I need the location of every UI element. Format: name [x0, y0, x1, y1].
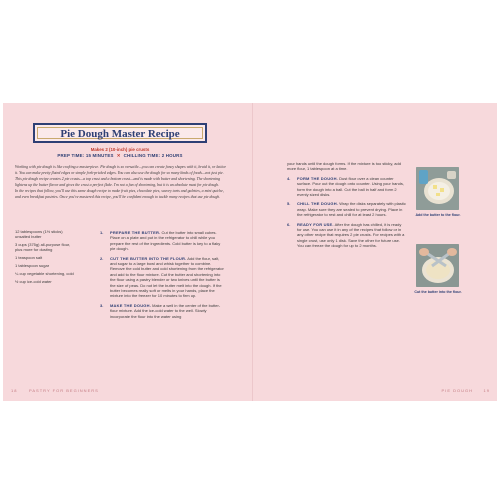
- photo-cutting-butter: [416, 244, 459, 287]
- ingredient-item: 1 teaspoon salt: [15, 255, 43, 261]
- step-text: Make a well in the center of the butter-flour mixture. Add the ice-cold water to the well. Slowly incorporate the flour into the water using: [110, 302, 221, 319]
- step-number: 6.: [287, 221, 291, 227]
- step-4: [287, 176, 407, 198]
- step-text: Wrap the disks separately with plastic wrap. Make sure they are sealed to prevent drying. Place in the refrigerator to rest and chill for at least 2 hours.: [297, 201, 406, 218]
- step-number: 3.: [100, 302, 104, 308]
- step-heading: MAKE THE DOUGH.: [110, 302, 151, 308]
- intro-paragraph: Working with pie dough is like crafting a masterpiece. Pie dough is so versatile—you can create fancy shapes with it, braid it, or lattice it. You can make pretty fluted edges or simple fork-pricked edges. You can also use the dough for so many kinds of foods—not just pie.: [15, 165, 227, 175]
- step-text: After the dough has chilled, it is ready for use. You can use it in any of the recipes that follow or in any other recipe that requires 2 pie crusts. For recipes with a single crust, use only 1 disk. Save the other for future use. You can freeze the dough for up to 2 months.: [297, 221, 405, 249]
- step-text: Dust flour over a clean counter surface. Pour out the dough onto counter. Using your hands, form the dough into a ball. Cut the ball in half and form 2 evenly sized disks.: [297, 175, 404, 198]
- step-text: Add the flour, salt, and sugar to a large bowl and whisk together to combine. Remove the cold butter and cold shortening from the refrigerator and add to the flour mixture. Cut the butter and shortening into the flour using a pastry blender or two knives until the butter is the size of peas. Do not let the butter melt into the dough. If the butter becomes really soft or melts in your hands, place the mixture into the freezer for 10 minutes to firm up.: [110, 255, 224, 299]
- page-gutter: [252, 103, 253, 401]
- ingredient-list: [15, 229, 75, 287]
- step-heading: FORM THE DOUGH.: [297, 175, 338, 181]
- recipe-title-box: [33, 123, 207, 143]
- running-footer-chapter: PIE DOUGH: [441, 388, 473, 393]
- step-number: 2.: [100, 255, 104, 261]
- intro-paragraph: This pie dough recipe creates 2 pie crusts—a top crust and a bottom crust—and is made with butter and shortening. The shortening lightens up the butter flavor and gives the crust a perfect flake. I'm not a fan of shortening, but it is an absolute must for pie dough.: [15, 177, 221, 187]
- photo-caption: Add the butter to the flour.: [415, 213, 461, 217]
- ingredient-item: 12 tablespoons (1½ sticks) unsalted butter: [15, 229, 63, 240]
- step-heading: CUT THE BUTTER INTO THE FLOUR.: [110, 255, 187, 261]
- step-2: [100, 256, 225, 299]
- page-number-left: 18: [11, 388, 18, 393]
- running-footer-book-title: PASTRY FOR BEGINNERS: [29, 388, 99, 393]
- step-number: 4.: [287, 175, 291, 181]
- ingredient-item: 1 tablespoon sugar: [15, 263, 50, 269]
- page-number-right: 19: [483, 388, 490, 393]
- recipe-times: [33, 153, 207, 159]
- photo-butter-flour-icon: [416, 167, 459, 210]
- intro-paragraph: In the recipes that follow, you'll use this same dough recipe to make fruit pies, chocolate pies, savory tarts and galettes, a mini quiche, and even breakfast pastries. Once you've mastered this recipe, you'll be confident enough to tackle many recipes that use pie dough.: [15, 189, 224, 199]
- ingredient-item: 3 cups (375g) all-purpose flour, plus more for dusting: [15, 242, 71, 253]
- steps-left-column: [100, 230, 225, 323]
- photo-butter-flour: [416, 167, 459, 210]
- step-text: Cut the butter into small cubes. Place on a plate and put in the refrigerator to chill while you prepare the rest of the ingredients. Cold butter is key to a flaky pie dough.: [110, 230, 221, 252]
- recipe-intro: [15, 165, 228, 202]
- ingredient-item: ½ cup ice-cold water: [15, 279, 52, 285]
- ingredient-item: ¼ cup vegetable shortening, cold: [15, 271, 74, 277]
- step-5: [287, 201, 407, 217]
- step-3-continuation: your hands until the dough forms. If the mixture is too sticky, add more flour, 1 tablespoon at a time.: [287, 161, 401, 172]
- recipe-yield: Makes 2 (10-inch) pie crusts: [90, 147, 150, 152]
- chilling-time: CHILLING TIME: 2 HOURS: [123, 153, 183, 158]
- step-3: [100, 303, 225, 319]
- step-heading: PREPARE THE BUTTER.: [110, 230, 161, 235]
- steps-right-column: [287, 161, 407, 253]
- step-6: [287, 222, 407, 249]
- book-spread: [3, 103, 497, 401]
- photo-cutting-butter-icon: [416, 244, 459, 287]
- recipe-title: Pie Dough Master Recipe: [60, 128, 180, 140]
- step-number: 1.: [100, 230, 104, 235]
- prep-time: PREP TIME: 15 MINUTES: [57, 153, 114, 158]
- photo-caption: Cut the butter into the flour.: [414, 290, 462, 294]
- step-1: [100, 230, 225, 252]
- step-heading: CHILL THE DOUGH.: [297, 201, 339, 207]
- step-number: 5.: [287, 201, 291, 207]
- time-separator-icon: ✕: [116, 153, 121, 158]
- step-heading: READY FOR USE.: [297, 221, 334, 227]
